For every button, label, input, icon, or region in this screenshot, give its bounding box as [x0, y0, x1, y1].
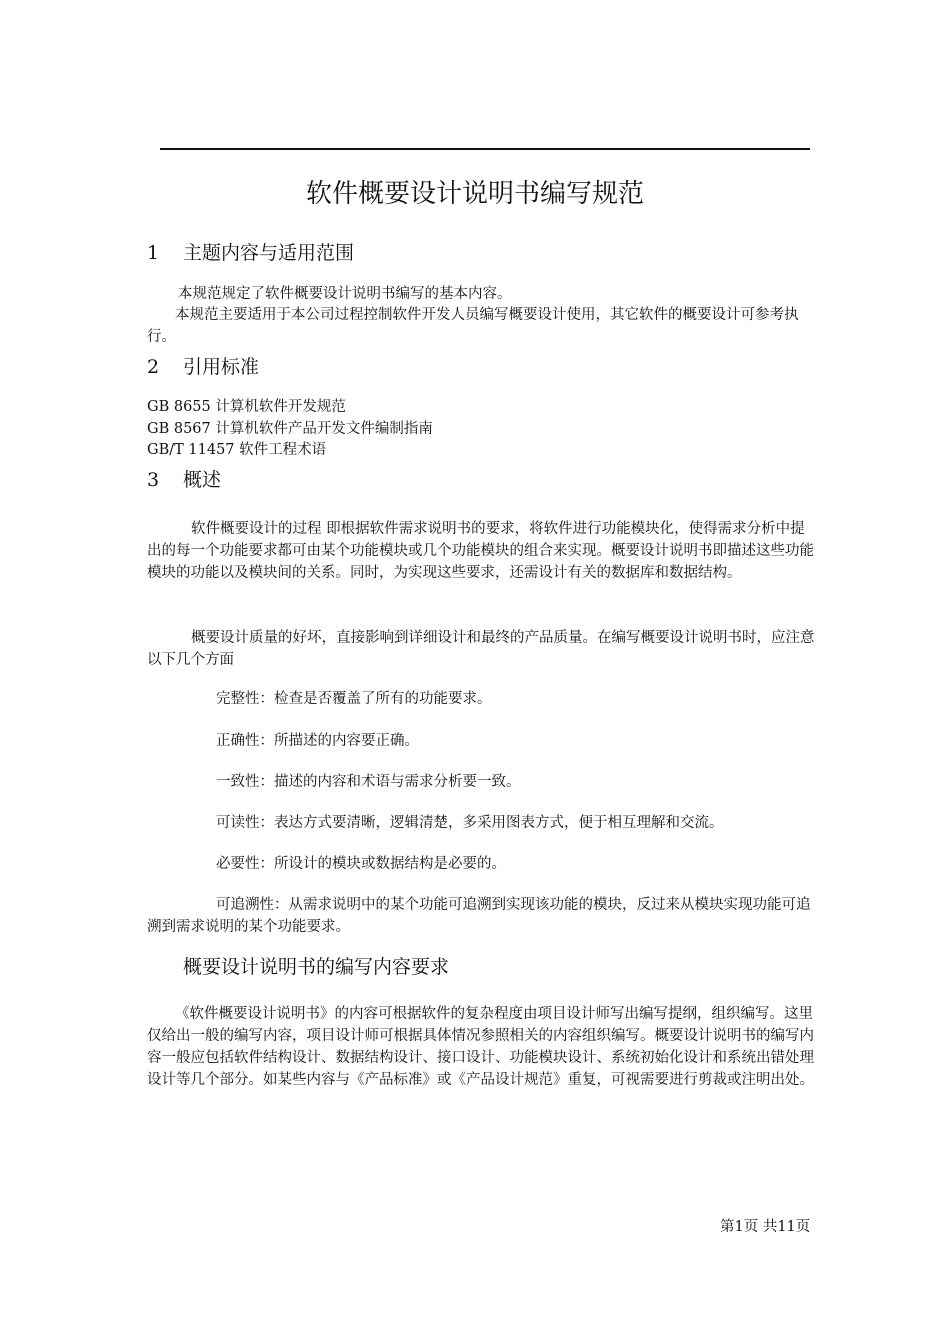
section-title: 概述 — [183, 469, 222, 491]
criteria-item: 完整性：检查是否覆盖了所有的功能要求。 — [216, 691, 492, 707]
header-rule — [160, 148, 810, 150]
paragraph: 软件概要设计的过程 即根据软件需求说明书的要求，将软件进行功能模块化，使得需求分析中提出的每一个功能要求都可由某个功能模块或几个功能模块的组合来实现。概要设计说明书即描述这些功能模块的功能以及模块间的关系。同时，为实现这些要求，还需设计有关的数据库和数据结构。 — [147, 521, 814, 581]
criteria-item: 必要性：所设计的模块或数据结构是必要的。 — [216, 856, 506, 872]
section-title: 概要设计说明书的编写内容要求 — [183, 956, 450, 978]
section-2-heading — [147, 354, 259, 380]
paragraph: 概要设计质量的好坏，直接影响到详细设计和最终的产品质量。在编写概要设计说明书时，应注意以下几个方面 — [147, 630, 815, 668]
criteria-item: 一致性：描述的内容和术语与需求分析要一致。 — [216, 774, 521, 790]
section-number: 1 — [147, 242, 160, 264]
section-number: 2 — [147, 356, 160, 378]
section-number: 3 — [147, 469, 160, 491]
reference-item: GB 8567 计算机软件产品开发文件编制指南 — [147, 421, 433, 437]
section-4-heading — [183, 954, 449, 980]
paragraph: 本规范主要适用于本公司过程控制软件开发人员编写概要设计使用，其它软件的概要设计可参考执行。 — [147, 307, 799, 345]
document-title: 软件概要设计说明书编写规范 — [305, 179, 644, 209]
section-title: 主题内容与适用范围 — [183, 242, 355, 264]
criteria-item: 可读性：表达方式要清晰，逻辑清楚，多采用图表方式，便于相互理解和交流。 — [216, 815, 724, 831]
paragraph: 《软件概要设计说明书》的内容可根据软件的复杂程度由项目设计师写出编写提纲，组织编写。这里仅给出一般的编写内容，项目设计师可根据具体情况参照相关的内容组织编写。概要设计说明书的编写内容一般应包括软件结构设计、数据结构设计、接口设计、功能模块设计、系统初始化设计和系统出错处理设计等几个部分。如某些内容与《产品标准》或《产品设计规范》重复，可视需要进行剪裁或注明出处。 — [147, 1006, 814, 1088]
section-3-heading — [147, 467, 221, 493]
reference-item: GB 8655 计算机软件开发规范 — [147, 399, 346, 415]
section-1-heading — [147, 240, 354, 266]
criteria-item: 可追溯性：从需求说明中的某个功能可追溯到实现该功能的模块，反过来从模块实现功能可追溯到需求说明的某个功能要求。 — [147, 897, 811, 935]
page-footer: 第1页 共11页 — [720, 1219, 811, 1235]
paragraph: 本规范规定了软件概要设计说明书编写的基本内容。 — [178, 286, 512, 302]
section-title: 引用标准 — [183, 356, 260, 378]
reference-item: GB/T 11457 软件工程术语 — [147, 442, 327, 458]
criteria-item: 正确性：所描述的内容要正确。 — [216, 733, 419, 749]
